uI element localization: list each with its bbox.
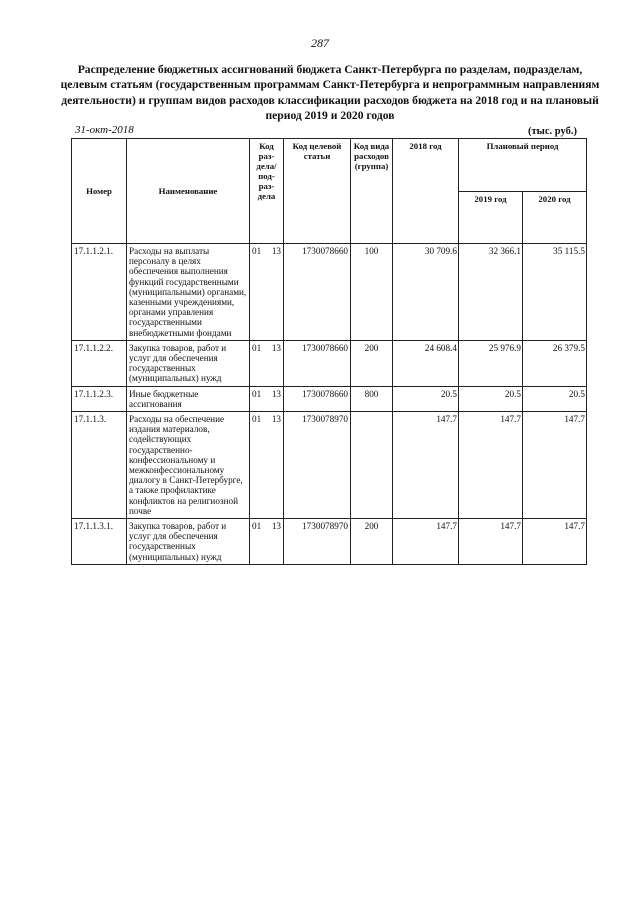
row-amount-2018: 147.7	[393, 412, 459, 519]
units-label: (тыс. руб.)	[528, 126, 577, 137]
row-section-code	[250, 519, 284, 565]
row-target-code: 1730078660	[284, 386, 351, 411]
row-podrazdel: 13	[271, 414, 281, 425]
row-name: Расходы на обеспечение издания материалов, содействующих государственно-конфессиональному и межконфессиональному диалогу в Санкт-Петербурге, а также профилактике конфликтов на религиозной почве	[127, 412, 250, 519]
row-razdel: 01	[252, 246, 262, 256]
row-number: 17.1.1.2.1.	[72, 244, 127, 341]
row-expense-code: 800	[351, 386, 393, 411]
row-section-code	[250, 386, 284, 411]
row-amount-2020: 147.7	[523, 519, 587, 565]
row-amount-2020: 35 115.5	[523, 244, 587, 341]
header-row	[72, 139, 587, 192]
row-section-code	[250, 412, 284, 519]
table-row	[72, 340, 587, 386]
row-podrazdel: 13	[271, 521, 281, 532]
table-row	[72, 386, 587, 411]
row-target-code: 1730078660	[284, 244, 351, 341]
row-number: 17.1.1.2.2.	[72, 340, 127, 386]
row-razdel: 01	[252, 388, 262, 399]
row-number: 17.1.1.2.3.	[72, 386, 127, 411]
col-header-2020: 2020 год	[523, 191, 587, 244]
document-date: 31-окт-2018	[75, 124, 134, 136]
row-name: Расходы на выплаты персоналу в целях обеспечения выполнения функций государственными (муниципальными) органами, казенными учреждениями, органами управления государственными внебюджетными фондами	[127, 244, 250, 341]
row-amount-2020: 26 379.5	[523, 340, 587, 386]
row-amount-2018: 147.7	[393, 519, 459, 565]
col-header-planned: Плановый период	[459, 139, 587, 192]
row-amount-2019: 25 976.9	[459, 340, 523, 386]
row-expense-code: 100	[351, 244, 393, 341]
row-number: 17.1.1.3.	[72, 412, 127, 519]
row-amount-2020: 147.7	[523, 412, 587, 519]
row-target-code: 1730078660	[284, 340, 351, 386]
row-section-code	[250, 340, 284, 386]
col-header-target: Код целевой статьи	[284, 139, 351, 244]
row-amount-2018: 24 608.4	[393, 340, 459, 386]
row-amount-2019: 20.5	[459, 386, 523, 411]
row-razdel: 01	[252, 521, 262, 532]
row-podrazdel: 13	[271, 388, 281, 399]
row-amount-2019: 147.7	[459, 412, 523, 519]
row-amount-2018: 30 709.6	[393, 244, 459, 341]
col-header-name: Наименование	[127, 139, 250, 244]
row-number: 17.1.1.3.1.	[72, 519, 127, 565]
col-header-2019: 2019 год	[459, 191, 523, 244]
col-header-number: Номер	[72, 139, 127, 244]
col-header-expense: Код вида расходов (группа)	[351, 139, 393, 244]
row-name: Закупка товаров, работ и услуг для обеспечения государственных (муниципальных) нужд	[127, 340, 250, 386]
row-amount-2018: 20.5	[393, 386, 459, 411]
budget-table	[71, 138, 587, 565]
row-target-code: 1730078970	[284, 519, 351, 565]
row-podrazdel: 13	[271, 342, 281, 353]
row-section-code	[250, 244, 284, 341]
row-expense-code: 200	[351, 519, 393, 565]
row-expense-code: 200	[351, 340, 393, 386]
col-header-section: Код раз-дела/ под-раз-дела	[250, 139, 284, 244]
row-razdel: 01	[252, 414, 262, 425]
row-razdel: 01	[252, 342, 262, 353]
row-amount-2019: 32 366.1	[459, 244, 523, 341]
page-number: 287	[311, 36, 329, 50]
col-header-2018: 2018 год	[393, 139, 459, 244]
table-row	[72, 412, 587, 519]
table-row	[72, 519, 587, 565]
table-row	[72, 244, 587, 341]
document-title: Распределение бюджетных ассигнований бюджета Санкт-Петербурга по разделам, подразделам, целевым статьям (государственным программам Санкт-Петербурга и непрограммным направлениям деятельности) и группам видов расходов классификации расходов бюджета на 2018 год и на плановый период 2019 и 2020 годов	[60, 63, 600, 123]
row-expense-code	[351, 412, 393, 519]
row-amount-2020: 20.5	[523, 386, 587, 411]
row-amount-2019: 147.7	[459, 519, 523, 565]
row-target-code: 1730078970	[284, 412, 351, 519]
row-name: Закупка товаров, работ и услуг для обеспечения государственных (муниципальных) нужд	[127, 519, 250, 565]
row-name: Иные бюджетные ассигнования	[127, 386, 250, 411]
row-podrazdel: 13	[271, 246, 281, 256]
